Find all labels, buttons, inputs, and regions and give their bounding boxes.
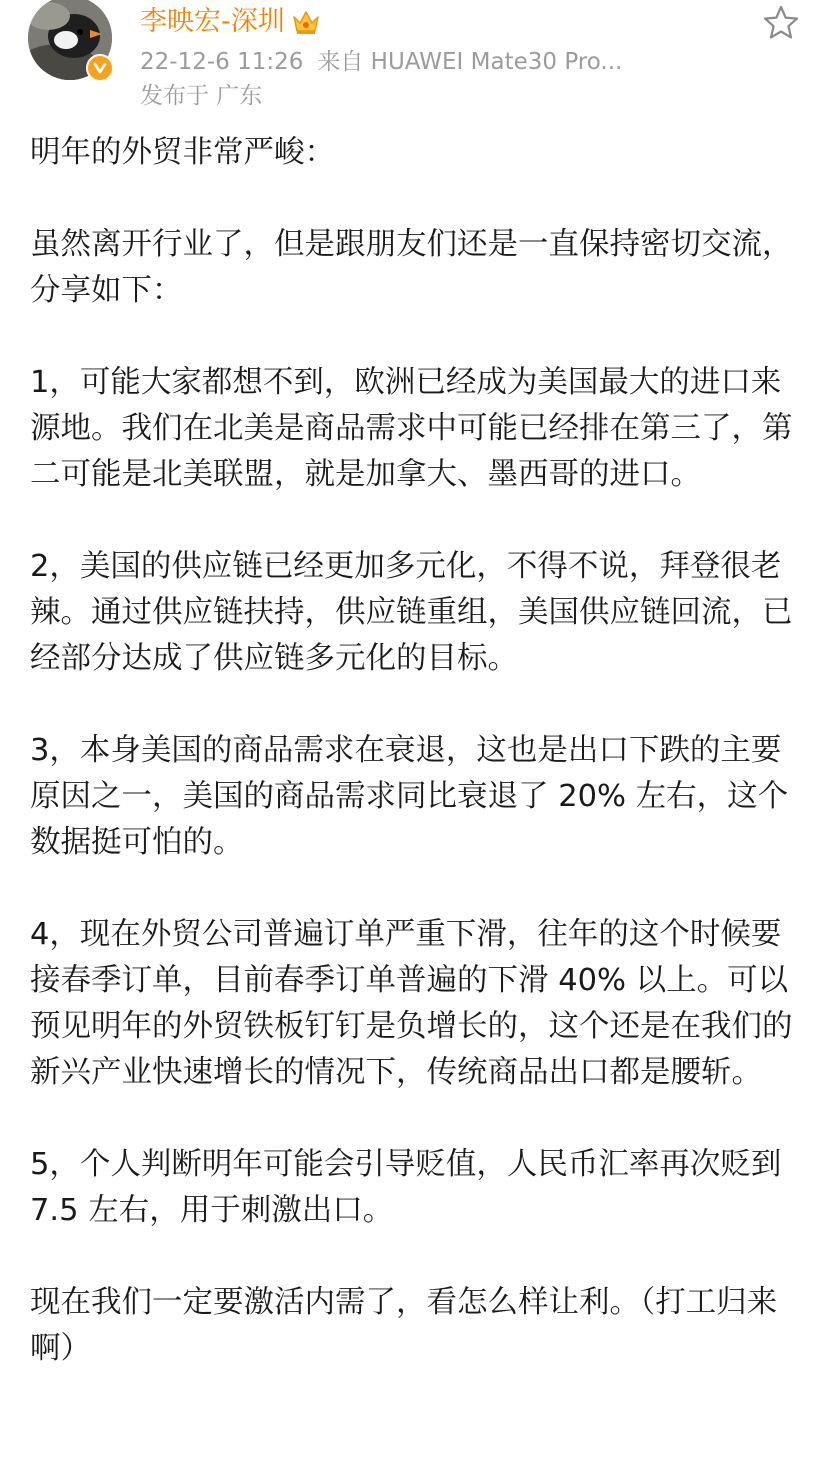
star-icon[interactable] [762,4,800,42]
post-paragraph: 2，美国的供应链已经更加多元化，不得不说，拜登很老辣。通过供应链扶持，供应链重组，美国供应链回流，已经部分达成了供应链多元化的目标。 [30,549,793,676]
post-paragraph: 4，现在外贸公司普遍订单严重下滑，往年的这个时候要接春季订单，目前春季订单普遍的下滑 40% 以上。可以预见明年的外贸铁板钉钉是负增长的，这个还是在我们的新兴产业快速增长的情况下，传统商品出口都是腰斩。 [30,917,793,1090]
post-paragraph: 5，个人判断明年可能会引导贬值，人民币汇率再次贬到 7.5 左右，用于刺激出口。 [30,1147,782,1228]
post-paragraph: 虽然离开行业了，但是跟朋友们还是一直保持密切交流，分享如下： [30,227,793,308]
post-source: 来自 HUAWEI Mate30 Pro... [317,49,623,75]
post-meta [140,46,622,78]
post-paragraph: 3，本身美国的商品需求在衰退，这也是出口下跌的主要原因之一，美国的商品需求同比衰退了 20% 左右，这个数据挺可怕的。 [30,733,789,860]
avatar-container[interactable] [28,0,112,80]
verified-badge-icon [86,54,114,82]
crown-icon[interactable] [291,8,321,36]
author-row [140,2,321,42]
author-name[interactable]: 李映宏-深圳 [140,6,285,37]
post-paragraph: 现在我们一定要激活内需了，看怎么样让利。（打工归来啊） [30,1285,778,1366]
post-header [0,0,820,120]
post-paragraph: 明年的外贸非常严峻： [30,135,335,170]
post-timestamp: 22-12-6 11:26 [140,49,304,75]
post-paragraph: 1，可能大家都想不到，欧洲已经成为美国最大的进口来源地。我们在北美是商品需求中可能已经排在第三了，第二可能是北美联盟，就是加拿大、墨西哥的进口。 [30,365,793,492]
post-body [30,130,805,1372]
post-location: 发布于 广东 [140,83,263,109]
